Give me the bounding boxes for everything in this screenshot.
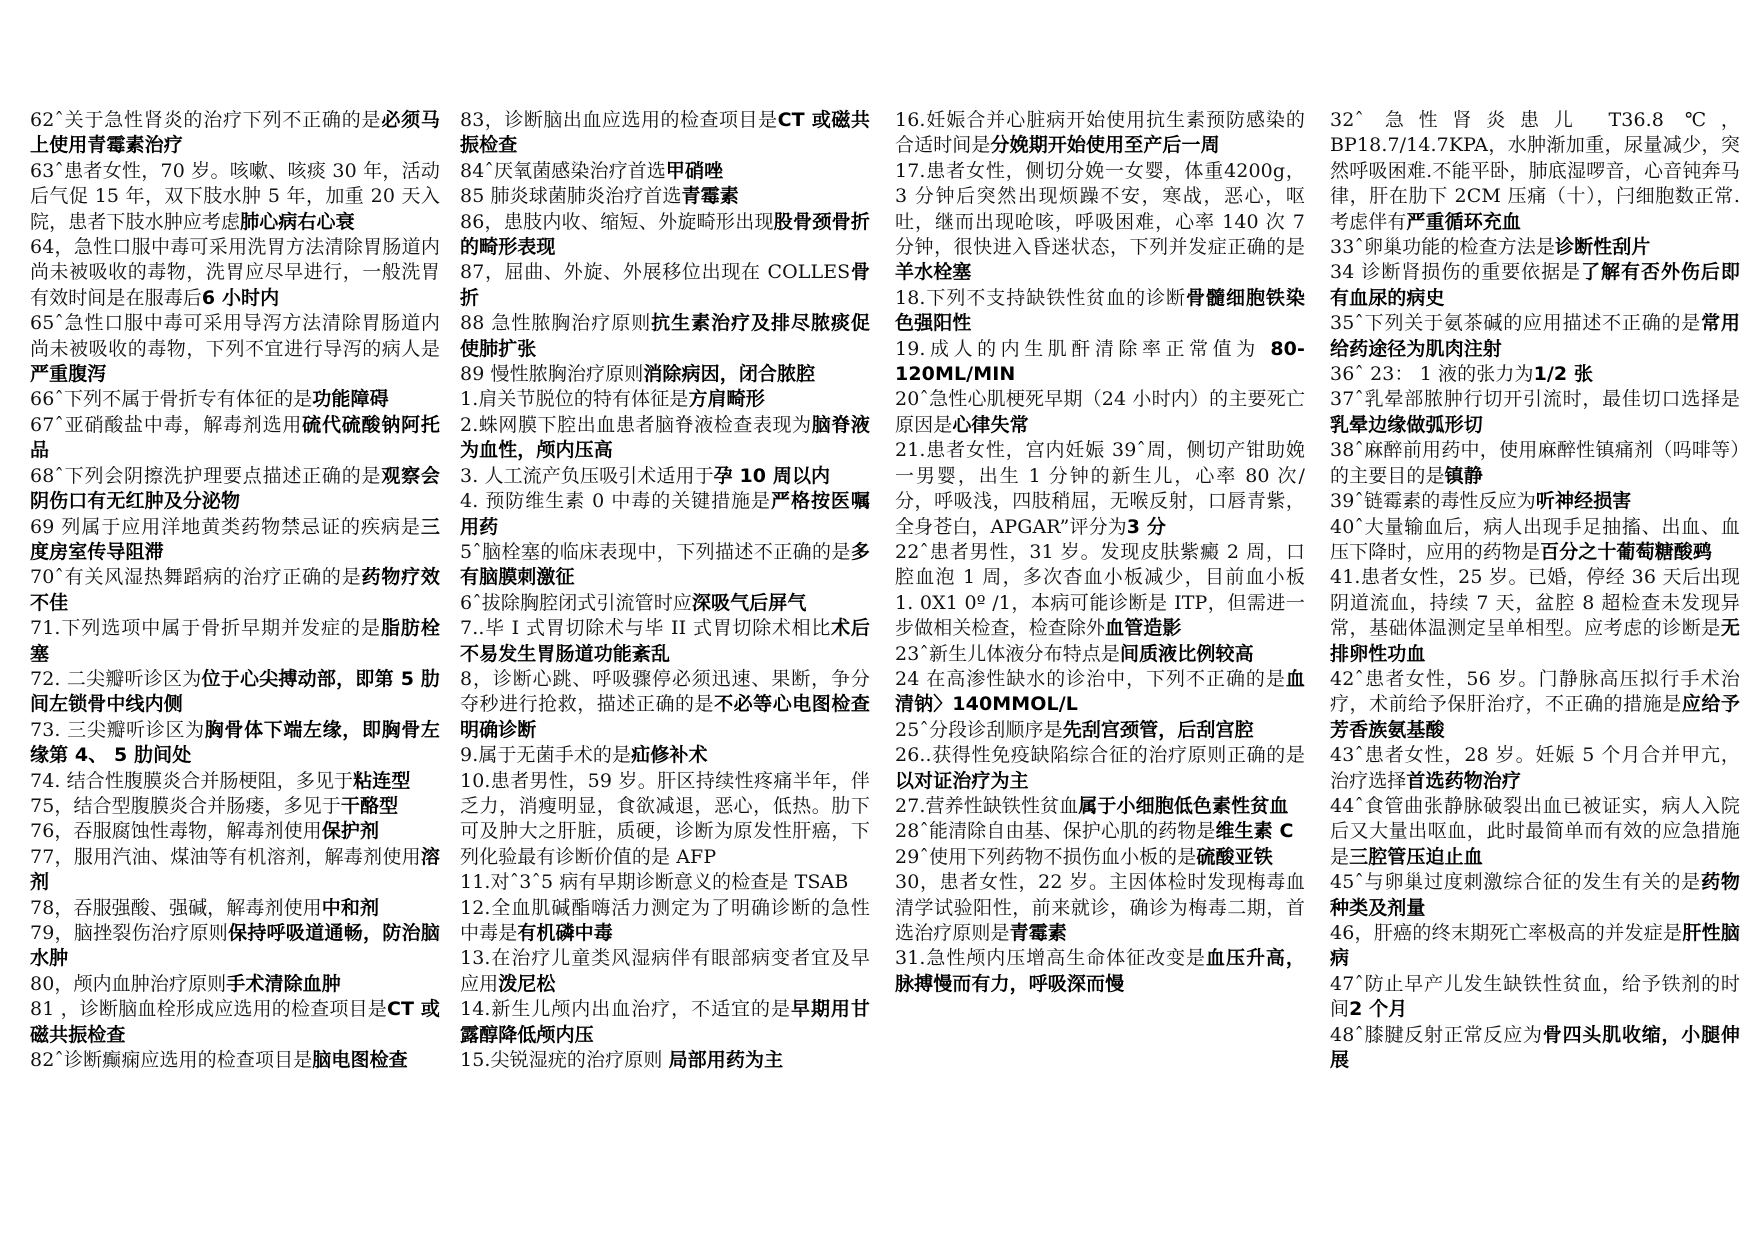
question-text: 43ˆ患者女性，28 岁。妊娠 5 个月合并甲亢，治疗选择 bbox=[1330, 744, 1740, 792]
question-item bbox=[460, 210, 870, 261]
question-text: 20ˆ急性心肌梗死早期（24 小时内）的主要死亡原因是 bbox=[895, 388, 1305, 436]
question-text: 68ˆ下列会阴擦洗护理要点描述正确的是 bbox=[30, 464, 382, 487]
answer-text: CT 或磁共振检查 bbox=[30, 998, 441, 1046]
question-text: 15.尖锐湿疣的治疗原则 bbox=[460, 1049, 669, 1072]
question-text: 67ˆ亚硝酸盐中毒，解毒剂选用 bbox=[30, 413, 303, 436]
answer-text: 药物种类及剂量 bbox=[1330, 871, 1740, 919]
question-item bbox=[30, 819, 440, 844]
question-text: 24 在高渗性缺水的诊治中，下列不正确的是 bbox=[895, 667, 1286, 690]
answer-text: 粘连型 bbox=[353, 769, 411, 792]
question-item bbox=[1330, 387, 1740, 438]
answer-text: 甲硝唑 bbox=[665, 159, 724, 182]
answer-text: 观察会阴伤口有无红肿及分泌物 bbox=[30, 464, 440, 513]
answer-text: 胸骨体下端左缘，即胸骨左缘第 4、 5 肋间处 bbox=[30, 718, 441, 767]
question-item bbox=[460, 667, 870, 743]
answer-text: 泼尼松 bbox=[498, 972, 556, 995]
question-item bbox=[460, 997, 870, 1048]
question-text: 28ˆ能清除自由基、保护心肌的药物是 bbox=[895, 820, 1216, 843]
answer-text: 青霉素 bbox=[681, 185, 739, 208]
question-item bbox=[460, 159, 870, 184]
answer-text: 干酪型 bbox=[340, 794, 399, 817]
question-text: 1.肩关节脱位的特有体征是 bbox=[460, 388, 689, 411]
question-item bbox=[895, 159, 1305, 286]
question-item bbox=[460, 743, 870, 768]
answer-text: 6 小时内 bbox=[201, 286, 280, 309]
question-item bbox=[30, 997, 440, 1048]
question-text: 62ˆ关于急性肾炎的治疗下列不正确的是 bbox=[30, 109, 382, 131]
question-text: 81 ，诊断脑血栓形成应选用的检查项目是 bbox=[30, 998, 387, 1021]
question-item bbox=[895, 642, 1305, 667]
question-item bbox=[460, 616, 870, 667]
question-text: 27.营养性缺铁性贫血 bbox=[895, 794, 1079, 817]
answer-text: 2 个月 bbox=[1349, 998, 1408, 1021]
question-item bbox=[30, 896, 440, 921]
question-item bbox=[895, 718, 1305, 743]
question-text: 77，服用汽油、煤油等有机溶剂，解毒剂使用 bbox=[30, 845, 421, 868]
answer-text: 方肩畸形 bbox=[688, 388, 765, 411]
answer-text: 维生素 C bbox=[1215, 820, 1294, 843]
answer-text: 3 分 bbox=[1126, 515, 1166, 538]
answer-text: 肝性脑病 bbox=[1330, 922, 1740, 970]
question-text: 72. 二尖瓣听诊区为 bbox=[30, 667, 202, 690]
question-text: 37ˆ乳晕部脓肿行切开引流时，最佳切口选择是 bbox=[1330, 388, 1740, 411]
question-text: 66ˆ下列不属于骨折专有体征的是 bbox=[30, 388, 313, 411]
question-text: 48ˆ膝腱反射正常反应为 bbox=[1330, 1023, 1543, 1046]
question-text: 87，屈曲、外旋、外展移位出现在 COLLES bbox=[460, 261, 851, 284]
question-item bbox=[460, 311, 870, 362]
column-3 bbox=[895, 108, 1305, 997]
question-item bbox=[1330, 794, 1740, 870]
question-item bbox=[1330, 515, 1740, 566]
question-text: 25ˆ分段诊刮顺序是 bbox=[895, 718, 1063, 741]
question-text: 44ˆ食管曲张静脉破裂出血已被证实，病人入院后又大量出呕血，此时最简单而有效的应急措施是 bbox=[1330, 794, 1740, 868]
question-item bbox=[1330, 972, 1740, 1023]
question-text: 8，诊断心跳、呼吸骤停必须迅速、果断，争分夺秒进行抢救，描述正确的是 bbox=[460, 667, 870, 716]
question-item bbox=[30, 921, 440, 972]
question-item bbox=[895, 337, 1305, 388]
answer-text: 早期用甘露醇降低颅内压 bbox=[460, 998, 870, 1046]
answer-text: 三度房室传导阻滞 bbox=[30, 515, 440, 563]
question-item bbox=[460, 946, 870, 997]
answer-text: 硫代硫酸钠阿托品 bbox=[30, 413, 440, 462]
question-item bbox=[460, 464, 870, 489]
answer-text: 功能障碍 bbox=[312, 388, 389, 411]
question-item bbox=[30, 718, 440, 769]
question-text: 46，肝癌的终末期死亡率极高的并发症是 bbox=[1330, 922, 1683, 944]
question-text: 34 诊断肾损伤的重要依据是 bbox=[1330, 261, 1582, 284]
question-text: 69 列属于应用洋地黄类药物禁忌证的疾病是 bbox=[30, 515, 421, 538]
question-item bbox=[460, 769, 870, 871]
question-text: 75，结合型腹膜炎合并肠瘘，多见于 bbox=[30, 794, 341, 817]
question-text: 2.蛛网膜下腔出血患者脑脊液检查表现为 bbox=[460, 413, 812, 436]
question-item bbox=[30, 565, 440, 616]
answer-text: 有机磷中毒 bbox=[517, 922, 613, 944]
answer-text: 局部用药为主 bbox=[668, 1049, 784, 1072]
answer-text: 80-120ML/MIN bbox=[895, 337, 1305, 386]
question-text: 64，急性口服中毒可采用洗胃方法清除胃肠道内尚未被吸收的毒物，洗胃应尽早进行，一般洗胃有效时间是在服毒后 bbox=[30, 236, 440, 309]
question-text: 21.患者女性，宫内妊娠 39ˆ周，侧切产钳助娩一男婴，出生 1 分钟的新生儿，心率 80 次/分，呼吸浅，四肢稍屈，无喉反射，口唇青紫，全身苍白，APGAR”评分为 bbox=[895, 439, 1305, 538]
answer-text: 了解有否外伤后即有血尿的病史 bbox=[1330, 261, 1740, 309]
answer-text: 应给予芳香族氨基酸 bbox=[1330, 693, 1740, 741]
answer-text: 肺心病右心衰 bbox=[240, 210, 355, 233]
question-text: 84ˆ厌氧菌感染治疗首选 bbox=[460, 159, 666, 182]
answer-text: 无排卵性功血 bbox=[1330, 617, 1740, 665]
question-item bbox=[460, 1048, 870, 1073]
question-item bbox=[30, 667, 440, 718]
question-item bbox=[460, 362, 870, 387]
question-text: 88 急性脓胸治疗原则 bbox=[460, 312, 652, 335]
question-text: 31.急性颅内压增高生命体征改变是 bbox=[895, 947, 1206, 970]
answer-text: 孕 10 周以内 bbox=[713, 464, 831, 487]
answer-text: 保护剂 bbox=[321, 820, 380, 843]
question-text: 73. 三尖瓣听诊区为 bbox=[30, 718, 205, 741]
question-text: 76，吞服腐蚀性毒物，解毒剂使用 bbox=[30, 820, 322, 843]
question-item bbox=[30, 1048, 440, 1073]
question-text: 39ˆ链霉素的毒性反应为 bbox=[1330, 490, 1536, 513]
answer-text: 严重循环充血 bbox=[1406, 210, 1522, 233]
question-text: 11.对ˆ3ˆ5 病有早期诊断意义的检查是 TSAB bbox=[460, 871, 849, 894]
question-text: 5ˆ脑栓塞的临床表现中，下列描述不正确的是 bbox=[460, 540, 851, 563]
answer-text: 听神经损害 bbox=[1535, 490, 1632, 513]
question-text: 29ˆ使用下列药物不损伤血小板的是 bbox=[895, 845, 1197, 868]
question-text: 83，诊断脑出血应选用的检查项目是 bbox=[460, 109, 778, 131]
question-text: 35ˆ下列关于氨茶碱的应用描述不正确的是 bbox=[1330, 312, 1702, 335]
question-text: 82ˆ诊断癫痫应选用的检查项目是 bbox=[30, 1049, 313, 1072]
question-item bbox=[460, 489, 870, 540]
answer-text: 骨折 bbox=[460, 261, 870, 309]
question-item bbox=[30, 616, 440, 667]
answer-text: 溶剂 bbox=[30, 845, 440, 894]
question-item bbox=[30, 235, 440, 311]
question-item bbox=[1330, 489, 1740, 514]
question-item bbox=[895, 794, 1305, 819]
question-item bbox=[895, 387, 1305, 438]
answer-text: 镇静 bbox=[1444, 464, 1483, 487]
question-text: 42ˆ患者女性，56 岁。门静脉高压拟行手术治疗，术前给予保肝治疗，不正确的措施是 bbox=[1330, 667, 1740, 716]
answer-text: 脂肪栓塞 bbox=[30, 617, 440, 665]
question-item bbox=[1330, 438, 1740, 489]
question-item bbox=[460, 184, 870, 209]
question-text: 78，吞服强酸、强碱，解毒剂使用 bbox=[30, 896, 322, 919]
answer-text: 严格按医嘱用药 bbox=[460, 490, 870, 538]
question-text: 63ˆ患者女性，70 岁。咳嗽、咳痰 30 年，活动后气促 15 年，双下肢水肿 5 年，加重 20 天入院，患者下肢水肿应考虑 bbox=[30, 159, 440, 233]
answer-text: 抗生素治疗及排尽脓痰促使肺扩张 bbox=[460, 312, 870, 360]
question-item bbox=[895, 286, 1305, 337]
answer-text: 先刮宫颈管，后刮宫腔 bbox=[1062, 718, 1254, 741]
question-text: 18.下列不支持缺铁性贫血的诊断 bbox=[895, 286, 1187, 309]
answer-text: 血清钠〉140MMOL/L bbox=[895, 667, 1305, 716]
answer-text: 以对证治疗为主 bbox=[895, 769, 1029, 792]
question-text: 19.成人的内生肌酐清除率正常值为 bbox=[895, 337, 1271, 360]
question-item bbox=[460, 540, 870, 591]
question-item bbox=[895, 438, 1305, 540]
question-text: 3. 人工流产负压吸引术适用于 bbox=[460, 464, 714, 487]
question-item bbox=[30, 515, 440, 566]
question-item bbox=[1330, 667, 1740, 743]
question-text: 12.全血肌碱酯嗨活力测定为了明确诊断的急性中毒是 bbox=[460, 896, 870, 944]
question-item bbox=[1330, 108, 1740, 235]
answer-text: 血管造影 bbox=[1105, 617, 1182, 640]
question-item bbox=[30, 159, 440, 235]
question-item bbox=[30, 769, 440, 794]
question-item bbox=[30, 972, 440, 997]
answer-text: 深吸气后屏气 bbox=[691, 591, 807, 614]
question-text: 65ˆ急性口服中毒可采用导泻方法清除胃肠道内尚未被吸收的毒物，下列不宜进行导泻的病人是 bbox=[30, 312, 440, 360]
question-item bbox=[895, 845, 1305, 870]
answer-text: 术后不易发生胃肠道功能紊乱 bbox=[460, 617, 870, 665]
question-item bbox=[460, 591, 870, 616]
question-item bbox=[30, 387, 440, 412]
question-item bbox=[30, 108, 440, 159]
question-item bbox=[1330, 311, 1740, 362]
question-text: 26..获得性免疫缺陷综合征的治疗原则正确的是 bbox=[895, 744, 1305, 767]
question-text: 70ˆ有关风湿热舞蹈病的治疗正确的是 bbox=[30, 566, 362, 589]
question-text: 74. 结合性腹膜炎合并肠梗阻，多见于 bbox=[30, 769, 354, 792]
question-item bbox=[460, 108, 870, 159]
answer-text: 必须马上使用青霉素治疗 bbox=[30, 109, 440, 157]
question-item bbox=[895, 743, 1305, 794]
question-item bbox=[1330, 743, 1740, 794]
answer-text: 乳晕边缘做弧形切 bbox=[1330, 413, 1483, 436]
question-text: 14.新生儿颅内出血治疗，不适宜的是 bbox=[460, 998, 791, 1021]
answer-text: 硫酸亚铁 bbox=[1196, 845, 1273, 868]
question-text: 85 肺炎球菌肺炎治疗首选 bbox=[460, 185, 682, 208]
answer-text: 消除病因，闭合脓腔 bbox=[643, 363, 816, 386]
question-item bbox=[1330, 565, 1740, 667]
question-text: 22ˆ患者男性，31 岁。发现皮肤紫癜 2 周，口腔血泡 1 周，多次杳血小板减少，目前血小板 1. 0X1 0º /1，本病可能诊断是 ITP，但需进一步做相关检查，检查除外 bbox=[895, 540, 1305, 640]
answer-text: 常用给药途径为肌肉注射 bbox=[1330, 312, 1740, 360]
question-item bbox=[460, 896, 870, 947]
question-item bbox=[1330, 260, 1740, 311]
question-item bbox=[895, 819, 1305, 844]
question-text: 32ˆ 急性肾炎患儿 T36.8 ℃，BP18.7/14.7KPA，水肿渐加重，尿量减少，突然呼吸困难.不能平卧，肺底湿啰音，心音钝奔马律，肝在肋下 2CM 压痛（十），闩细胞数正常.考虑伴有 bbox=[1330, 109, 1740, 233]
question-text: 36ˆ 23： 1 液的张力为 bbox=[1330, 363, 1534, 386]
question-text: 33ˆ卵巢功能的检查方法是 bbox=[1330, 236, 1555, 259]
answer-text: 1/2 张 bbox=[1533, 363, 1594, 386]
question-text: 45ˆ与卵巢过度刺激综合征的发生有关的是 bbox=[1330, 871, 1702, 894]
answer-text: 保持呼吸道通畅，防治脑水肿 bbox=[30, 922, 440, 970]
question-text: 6ˆ拔除胸腔闭式引流管时应 bbox=[460, 591, 692, 614]
answer-text: CT 或磁共振检查 bbox=[460, 109, 870, 157]
answer-text: 严重腹泻 bbox=[30, 363, 107, 386]
question-text: 38ˆ麻醉前用药中，使用麻醉性镇痛剂（吗啡等）的主要目的是 bbox=[1330, 439, 1740, 487]
question-text: 86，患肢内收、缩短、外旋畸形出现 bbox=[460, 210, 774, 233]
answer-text: 首选药物治疗 bbox=[1406, 769, 1522, 792]
answer-text: 脑脊液为血性，颅内压高 bbox=[460, 413, 871, 462]
answer-text: 脑电图检查 bbox=[312, 1049, 408, 1072]
answer-text: 不必等心电图检查明确诊断 bbox=[460, 693, 870, 741]
answer-text: 多有脑膜刺激征 bbox=[460, 540, 870, 589]
document-page bbox=[30, 108, 1740, 1228]
answer-text: 三腔管压迫止血 bbox=[1349, 845, 1483, 868]
column-2 bbox=[460, 108, 870, 1073]
question-item bbox=[460, 387, 870, 412]
answer-text: 百分之十葡萄糖酸鹀 bbox=[1540, 540, 1713, 563]
question-item bbox=[30, 794, 440, 819]
question-item bbox=[30, 413, 440, 464]
question-text: 13.在治疗儿童类风湿病伴有眼部病变者宜及早应用 bbox=[460, 947, 870, 995]
question-item bbox=[895, 540, 1305, 642]
question-text: 41.患者女性，25 岁。已婚，停经 36 天后出现阴道流血，持续 7 天，盆腔 8 超检查未发现异常，基础体温测定呈单相型。应考虑的诊断是 bbox=[1330, 566, 1740, 640]
answer-text: 间质液比例较高 bbox=[1119, 642, 1254, 665]
question-item bbox=[895, 667, 1305, 718]
answer-text: 骨髓细胞铁染色强阳性 bbox=[895, 286, 1305, 335]
question-text: 80，颅内血肿治疗原则 bbox=[30, 972, 227, 995]
answer-text: 青霉素 bbox=[1009, 922, 1067, 944]
answer-text: 股骨颈骨折的畸形表现 bbox=[460, 210, 870, 259]
question-item bbox=[460, 260, 870, 311]
question-text: 40ˆ大量输血后，病人出现手足抽搐、出血、血压下降时，应用的药物是 bbox=[1330, 515, 1740, 563]
question-item bbox=[30, 311, 440, 387]
answer-text: 属于小细胞低色素性贫血 bbox=[1078, 794, 1289, 817]
question-text: 16.妊娠合并心脏病开始使用抗生素预防感染的合适时间是 bbox=[895, 109, 1305, 157]
question-text: 47ˆ防止早产儿发生缺铁性贫血，给予铁剂的时间 bbox=[1330, 972, 1740, 1021]
answer-text: 羊水栓塞 bbox=[895, 261, 972, 284]
answer-text: 药物疗效不佳 bbox=[30, 566, 441, 614]
answer-text: 骨四头肌收缩，小腿伸展 bbox=[1330, 1023, 1740, 1072]
question-item bbox=[30, 845, 440, 896]
answer-text: 分娩期开始使用至产后一周 bbox=[990, 134, 1220, 157]
question-text: 71.下列选项中属于骨折早期并发症的是 bbox=[30, 617, 381, 640]
column-1 bbox=[30, 108, 440, 1073]
question-item bbox=[1330, 362, 1740, 387]
question-item bbox=[1330, 921, 1740, 972]
answer-text: 疝修补术 bbox=[631, 744, 708, 767]
question-text: 10.患者男性，59 岁。肝区持续性疼痛半年，伴乏力，消瘦明显，食欲减退，恶心，低热。肋下可及肿大之肝脏，质硬，诊断为原发性肝癌，下列化验最有诊断价值的是 AFP bbox=[460, 769, 870, 868]
question-item bbox=[895, 108, 1305, 159]
answer-text: 位于心尖搏动部，即第 5 肋间左锁骨中线内侧 bbox=[30, 667, 440, 716]
question-text: 4. 预防维生素 0 中毒的关键措施是 bbox=[460, 490, 772, 513]
question-item bbox=[895, 946, 1305, 997]
question-text: 23ˆ新生儿体液分布特点是 bbox=[895, 642, 1120, 665]
question-item bbox=[460, 870, 870, 895]
question-item bbox=[1330, 870, 1740, 921]
question-text: 79，脑挫裂伤治疗原则 bbox=[30, 922, 229, 944]
answer-text: 诊断性刮片 bbox=[1554, 236, 1651, 259]
question-text: 7..毕 I 式胃切除术与毕 II 式胃切除术相比 bbox=[460, 617, 832, 640]
question-text: 17.患者女性，侧切分娩一女婴，体重4200g， 3 分钟后突然出现烦躁不安，寒战，恶心，呕吐，继而出现呛咳，呼吸困难，心率 140 次 7 分钟，很快进入昏迷状态，下列并发症正确的是 bbox=[895, 159, 1305, 259]
answer-text: 心律失常 bbox=[952, 413, 1029, 436]
question-item bbox=[1330, 235, 1740, 260]
question-item bbox=[30, 464, 440, 515]
answer-text: 中和剂 bbox=[321, 896, 380, 919]
answer-text: 手术清除血肿 bbox=[226, 972, 341, 995]
answer-text: 血压升高，脉搏慢而有力，呼吸深而慢 bbox=[895, 947, 1305, 995]
question-item bbox=[460, 413, 870, 464]
question-text: 30，患者女性，22 岁。主因体检时发现梅毒血清学试验阳性，前来就诊，确诊为梅毒二期，首选治疗原则是 bbox=[895, 871, 1305, 944]
question-item bbox=[895, 870, 1305, 946]
column-4 bbox=[1330, 108, 1740, 1073]
question-text: 89 慢性脓胸治疗原则 bbox=[460, 363, 644, 386]
question-text: 9.属于无菌手术的是 bbox=[460, 744, 632, 767]
question-item bbox=[1330, 1023, 1740, 1074]
